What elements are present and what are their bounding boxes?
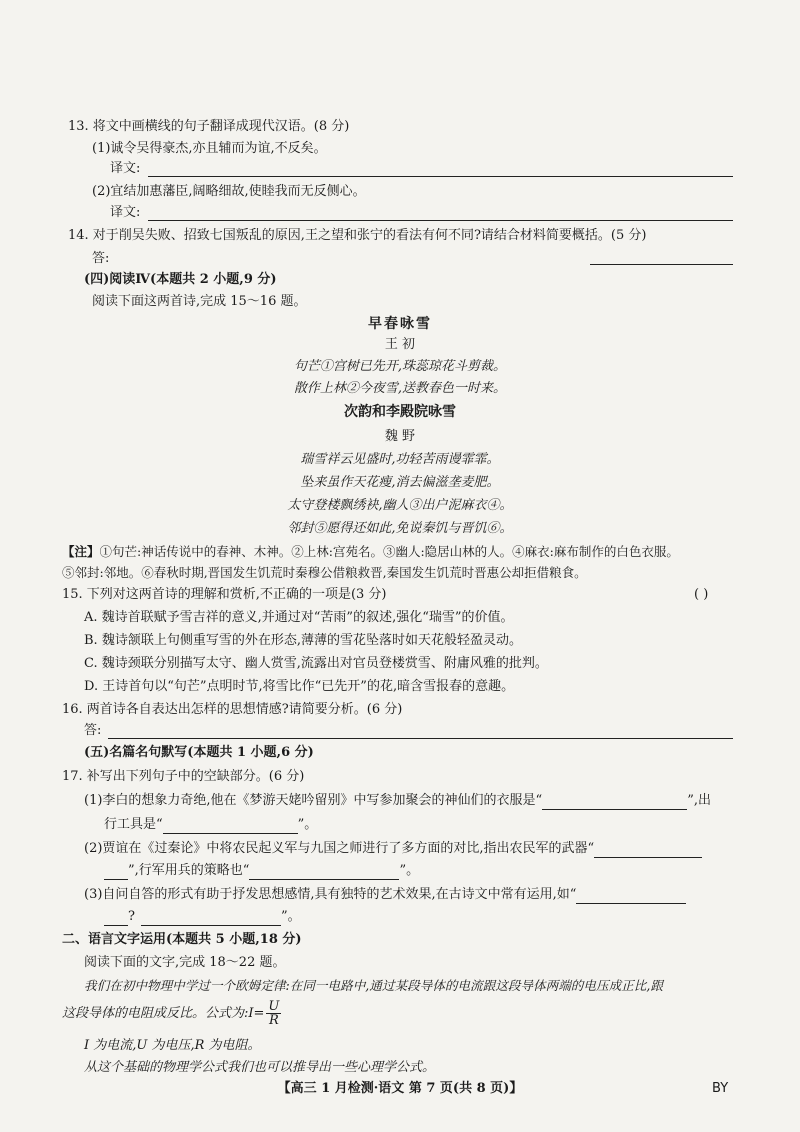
q16-answer-label: 答: [84,723,102,738]
section-5-heading: (五)名篇名句默写(本题共 1 小题,6 分) [84,745,314,760]
ohm-formula-lhs: I= [248,1006,265,1021]
q17-blank-1[interactable] [542,795,687,810]
q17-item-2-text: (2)贾谊在《过秦论》中将农民起义军与九国之师进行了多方面的对比,指出农民军的武器“ [84,841,595,856]
part-2-paragraph-2 [62,1000,281,1028]
section-4-intro: 阅读下面这两首诗,完成 15～16 题。 [92,294,307,309]
q13-sentence-2: (2)宜结加惠藩臣,阔略细故,使睦我而无反侧心。 [92,184,366,199]
q17-item-1-line-1 [84,792,711,810]
note-line-1 [62,543,679,561]
q13-translation-label-2: 译文: [110,205,141,220]
note-text-1: ①句芒:神话传说中的春神、木神。②上林:宫苑名。③幽人:隐居山林的人。④麻衣:麻布制作的白色衣服。 [99,544,679,559]
q15-stem: 15. 下列对这两首诗的理解和赏析,不正确的一项是(3 分) [62,587,387,602]
poem-1-title: 早春咏雪 [368,316,432,332]
q17-blank-5[interactable] [576,889,686,904]
q17-item-3-line-2 [104,908,301,926]
q17-item-2-end: ”。 [399,863,420,878]
part-2-heading: 二、语言文字运用(本题共 5 小题,18 分) [62,932,302,947]
part-2-paragraph-2-text: 这段导体的电阻成反比。公式为: [62,1006,249,1021]
poem-1-author: 王 初 [384,337,416,352]
poem-2-line-4: 邻封⑤愿得还如此,免说秦饥与晋饥⑥。 [287,521,513,536]
note-label: 【注】 [62,544,100,559]
q17-stem: 17. 补写出下列句子中的空缺部分。(6 分) [62,769,305,784]
part-2-paragraph-1: 我们在初中物理中学过一个欧姆定律:在同一电路中,通过某段导体的电流跟这段导体两端的电压成正比,跟 [84,978,663,993]
q17-blank-6[interactable] [141,911,281,926]
q17-item-2-line-1 [84,840,702,858]
part-2-paragraph-3: I 为电流,U 为电压,R 为电阻。 [84,1038,261,1053]
formula-denominator: R [269,1013,279,1028]
q17-item-2-line-2 [104,862,419,880]
footer-code: BY [712,1081,729,1096]
page-footer: 【高三 1 月检测·语文 第 7 页(共 8 页)】 [277,1081,523,1096]
q16-answer-line[interactable] [108,738,733,739]
q17-item-3-line-1 [84,886,686,904]
q17-item-1-line-2 [104,816,317,834]
q13-translation-label-1: 译文: [110,161,141,176]
q15-option-a: A. 魏诗首联赋予雪吉祥的意义,并通过对“苦雨”的叙述,强化“瑞雪”的价值。 [84,610,514,625]
q17-item-1-text: (1)李白的想象力奇绝,他在《梦游天姥吟留别》中写参加聚会的神仙们的衣服是“ [84,793,543,808]
q17-blank-3[interactable] [594,843,702,858]
q13-sentence-1: (1)诚令吴得豪杰,亦且辅而为谊,不反矣。 [92,141,327,156]
part-2-paragraph-4: 从这个基础的物理学公式我们也可以推导出一些心理学公式。 [84,1060,436,1075]
poem-2-line-2: 坠来虽作天花瘦,消去偏滋垄麦肥。 [300,475,500,490]
q15-option-b: B. 魏诗颔联上句侧重写雪的外在形态,薄薄的雪花坠落时如天花般轻盈灵动。 [84,633,522,648]
poem-1-line-1: 句芒①宫树已先开,珠蕊琼花斗剪裁。 [293,359,507,374]
formula-numerator: U [268,999,280,1014]
q13-stem: 13. 将文中画横线的句子翻译成现代汉语。(8 分) [68,119,350,134]
q17-item-2-text-2: ”,行军用兵的策略也“ [128,863,250,878]
section-4-heading: (四)阅读Ⅳ(本题共 2 小题,9 分) [84,272,277,287]
q17-blank-2[interactable] [163,819,298,834]
poem-1-line-2: 散作上林②今夜雪,送教春色一时来。 [293,381,507,396]
q17-item-3-end: ”。 [280,909,301,924]
q17-item-1-text-2: 行工具是“ [104,817,163,832]
q17-item-3-qmark: ? [128,909,135,924]
poem-2-author: 魏 野 [384,429,416,444]
q17-blank-3-cont[interactable] [104,865,128,880]
poem-2-title: 次韵和李殿院咏雪 [344,404,456,420]
q17-blank-4[interactable] [249,865,399,880]
q17-item-1-end: ”。 [297,817,318,832]
q13-answer-line-2[interactable] [148,220,733,221]
q17-blank-5-cont[interactable] [104,911,128,926]
q17-item-1-suffix: ”,出 [687,793,711,808]
q14-answer-label: 答: [92,251,110,266]
ohm-formula-fraction [266,1000,281,1027]
q14-stem: 14. 对于削吴失败、招致七国叛乱的原因,王之望和张宁的看法有何不同?请结合材料简要概括。(5 分) [68,228,647,243]
note-line-2: ⑤邻封:邻地。⑥春秋时期,晋国发生饥荒时秦穆公借粮救晋,秦国发生饥荒时晋惠公却拒借粮食。 [62,565,587,580]
poem-2-line-3: 太守登楼飘绣袂,幽人③出户泥麻衣④。 [287,498,513,513]
q15-option-d: D. 王诗首句以“句芒”点明时节,将雪比作“已先开”的花,暗含雪报春的意趣。 [84,679,515,694]
poem-2-line-1: 瑞雪祥云见盛时,功轻苦雨谩霏霏。 [300,452,500,467]
q16-stem: 16. 两首诗各自表达出怎样的思想情感?请简要分析。(6 分) [62,702,403,717]
part-2-intro: 阅读下面的文字,完成 18～22 题。 [84,955,286,970]
q14-answer-line[interactable] [590,264,733,265]
q13-answer-line-1[interactable] [148,176,733,177]
q15-option-c: C. 魏诗颈联分别描写太守、幽人赏雪,流露出对官员登楼赏雪、附庸风雅的批判。 [84,656,548,671]
q17-item-3-text: (3)自问自答的形式有助于抒发思想感情,具有独特的艺术效果,在古诗文中常有运用,如“ [84,887,577,902]
q15-answer-paren[interactable]: ( ) [694,587,709,602]
